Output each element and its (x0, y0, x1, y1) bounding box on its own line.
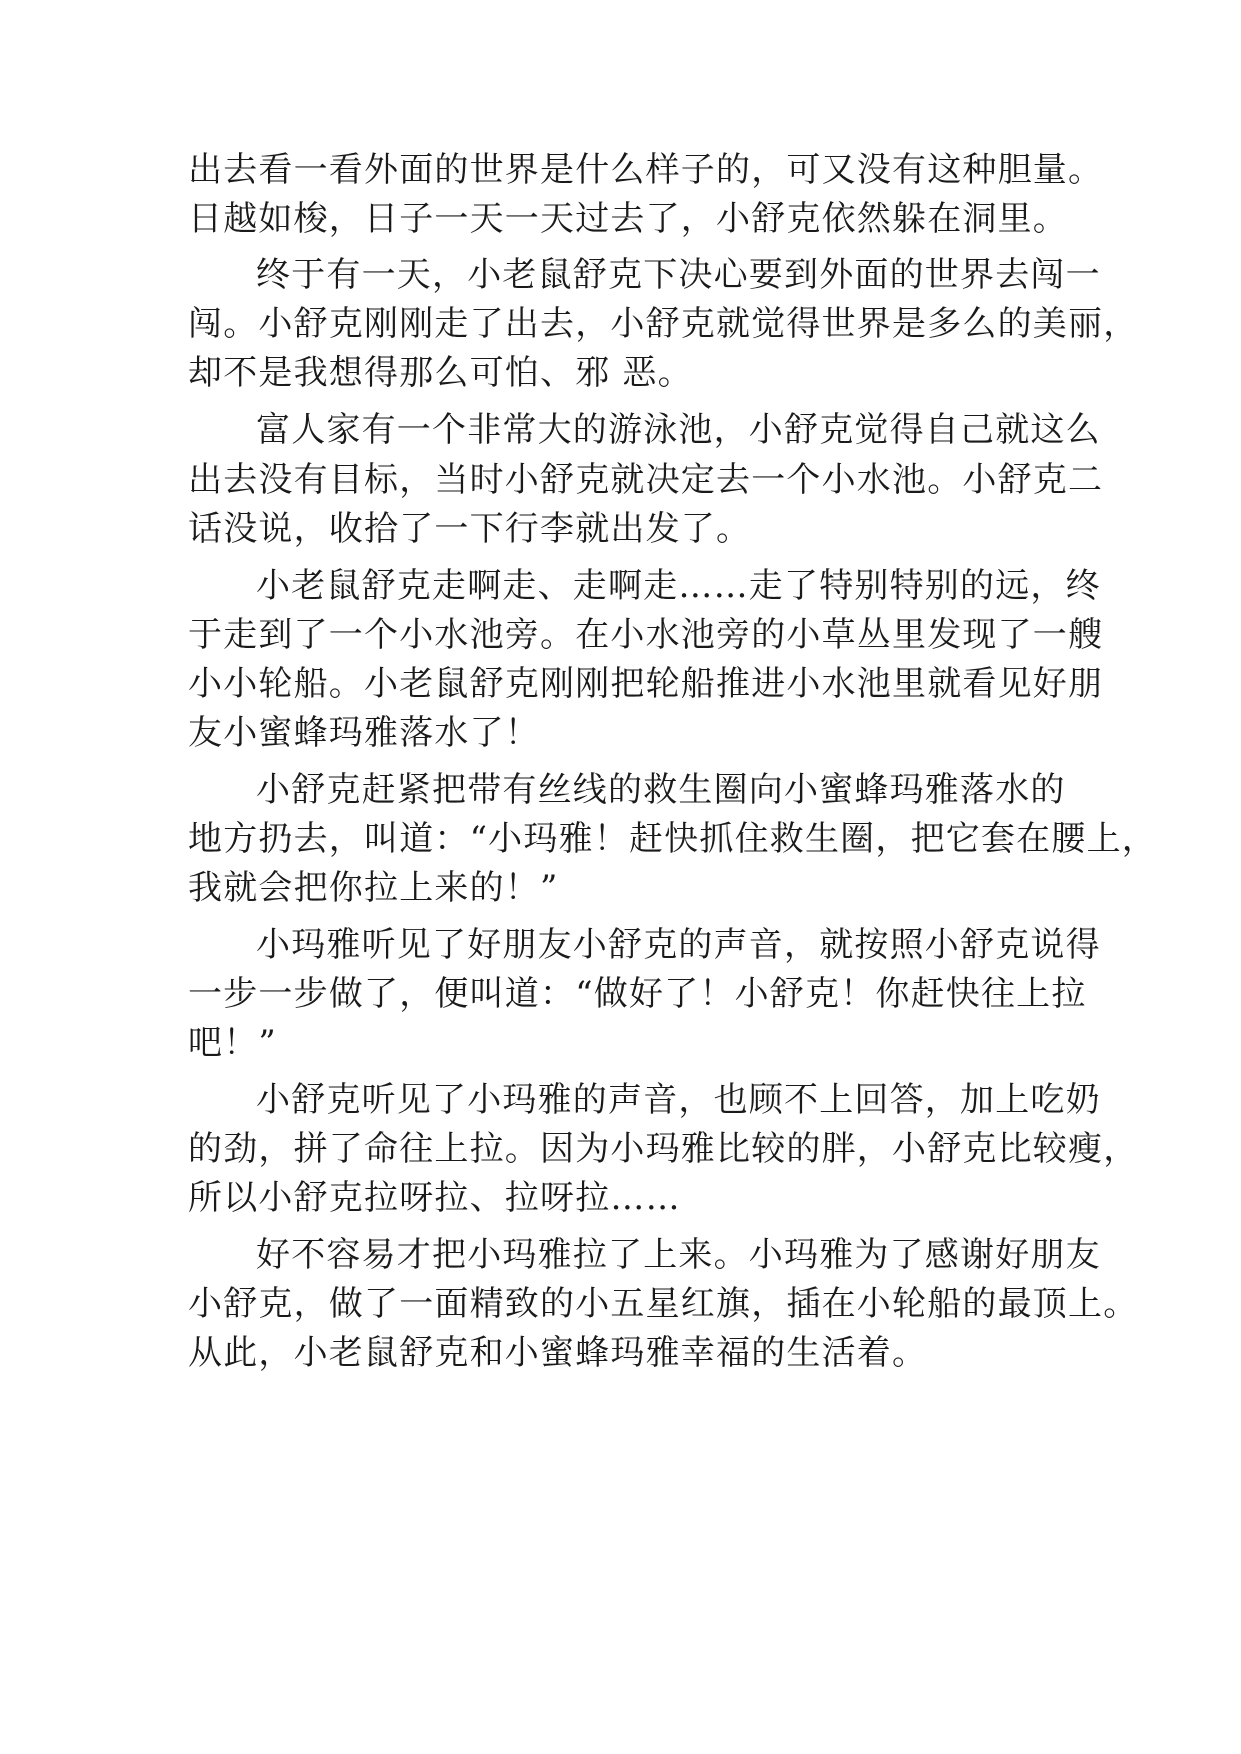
text-line: 终于有一天，小老鼠舒克下决心要到外面的世界去闯一 (256, 255, 1101, 295)
text-line: 小舒克听见了小玛雅的声音，也顾不上回答，加上吃奶 (256, 1080, 1101, 1120)
text-line: 小舒克赶紧把带有丝线的救生圈向小蜜蜂玛雅落水的 (256, 770, 1066, 810)
text-line: 友小蜜蜂玛雅落水了！ (188, 713, 540, 753)
text-line: 的劲，拼了命往上拉。因为小玛雅比较的胖，小舒克比较瘦， (188, 1129, 1139, 1169)
text-line: 小小轮船。小老鼠舒克刚刚把轮船推进小水池里就看见好朋 (188, 664, 1104, 704)
text-line: 好不容易才把小玛雅拉了上来。小玛雅为了感谢好朋友 (256, 1235, 1101, 1275)
text-line: 却不是我想得那么可怕、邪 恶。 (188, 353, 693, 393)
text-line: 闯。小舒克刚刚走了出去，小舒克就觉得世界是多么的美丽， (188, 304, 1139, 344)
text-line: 地方扔去，叫道：“小玛雅！赶快抓住救生圈，把它套在腰上， (188, 819, 1157, 859)
text-line: 话没说，收拾了一下行李就出发了。 (188, 509, 752, 549)
text-line: 小玛雅听见了好朋友小舒克的声音，就按照小舒克说得 (256, 925, 1101, 965)
text-line: 所以小舒克拉呀拉、拉呀拉…… (188, 1178, 681, 1218)
text-line: 吧！” (188, 1023, 277, 1063)
text-line: 出去看一看外面的世界是什么样子的，可又没有这种胆量。 (188, 150, 1104, 190)
text-line: 一步一步做了，便叫道：“做好了！小舒克！你赶快往上拉 (188, 974, 1087, 1014)
text-line: 富人家有一个非常大的游泳池，小舒克觉得自己就这么 (256, 410, 1101, 450)
text-line: 我就会把你拉上来的！” (188, 868, 559, 908)
text-line: 日越如梭，日子一天一天过去了，小舒克依然躲在洞里。 (188, 199, 1068, 239)
text-line: 于走到了一个小水池旁。在小水池旁的小草丛里发现了一艘 (188, 615, 1104, 655)
text-line: 小老鼠舒克走啊走、走啊走……走了特别特别的远，终 (256, 566, 1101, 606)
text-line: 从此，小老鼠舒克和小蜜蜂玛雅幸福的生活着。 (188, 1333, 928, 1373)
text-line: 小舒克，做了一面精致的小五星红旗，插在小轮船的最顶上。 (188, 1284, 1139, 1324)
text-line: 出去没有目标，当时小舒克就决定去一个小水池。小舒克二 (188, 460, 1104, 500)
